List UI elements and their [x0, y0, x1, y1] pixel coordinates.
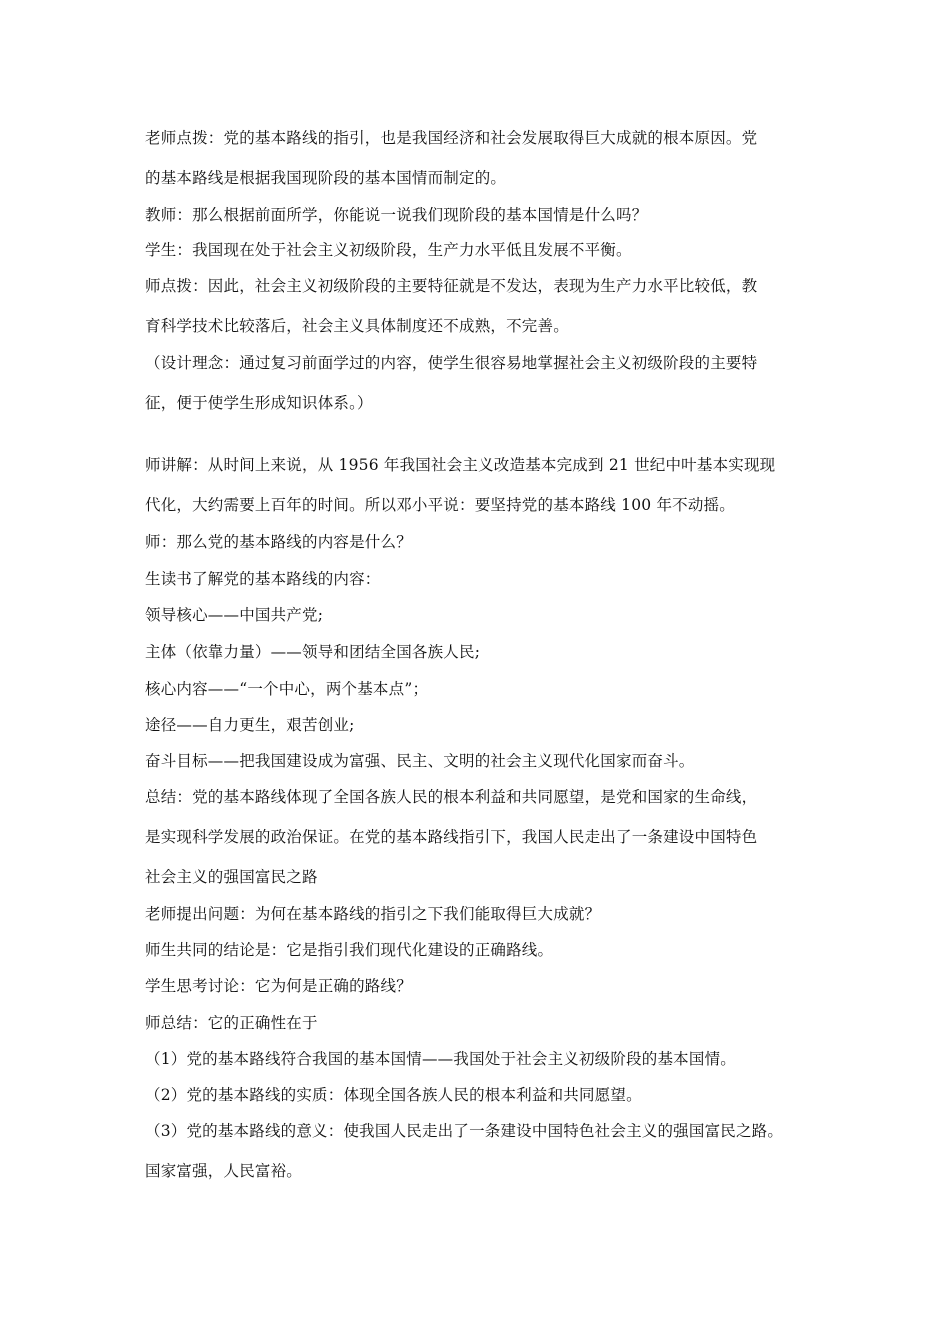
text-line: 师总结：它的正确性在于	[145, 1014, 318, 1032]
text-line: 国家富强，人民富裕。	[145, 1162, 303, 1180]
text-line: 师讲解：从时间上来说，从 1956 年我国社会主义改造基本完成到 21 世纪中叶基本实现现	[145, 456, 776, 474]
text-line: 是实现科学发展的政治保证。在党的基本路线指引下，我国人民走出了一条建设中国特色	[145, 828, 758, 846]
text-line: （设计理念：通过复习前面学过的内容，使学生很容易地掌握社会主义初级阶段的主要特	[145, 354, 758, 372]
text-line: 征，便于使学生形成知识体系。）	[145, 394, 373, 412]
text-line: （1）党的基本路线符合我国的基本国情——我国处于社会主义初级阶段的基本国情。	[145, 1050, 736, 1068]
text-line: 途径——自力更生，艰苦创业;	[145, 716, 355, 734]
text-line: 总结：党的基本路线体现了全国各族人民的根本利益和共同愿望，是党和国家的生命线，	[145, 788, 758, 806]
text-line: 师生共同的结论是：它是指引我们现代化建设的正确路线。	[145, 941, 554, 959]
text-line: 老师提出问题：为何在基本路线的指引之下我们能取得巨大成就？	[145, 905, 601, 923]
text-line: （3）党的基本路线的意义：使我国人民走出了一条建设中国特色社会主义的强国富民之路。	[145, 1122, 784, 1140]
text-line: 社会主义的强国富民之路	[145, 868, 318, 886]
text-line: 奋斗目标——把我国建设成为富强、民主、文明的社会主义现代化国家而奋斗。	[145, 752, 695, 770]
text-line: 老师点拨：党的基本路线的指引，也是我国经济和社会发展取得巨大成就的根本原因。党	[145, 129, 758, 147]
text-line: 领导核心——中国共产党;	[145, 606, 324, 624]
text-line: 师：那么党的基本路线的内容是什么？	[145, 533, 412, 551]
text-line: 学生思考讨论：它为何是正确的路线？	[145, 977, 412, 995]
text-line: 的基本路线是根据我国现阶段的基本国情而制定的。	[145, 169, 507, 187]
text-line: 学生：我国现在处于社会主义初级阶段，生产力水平低且发展不平衡。	[145, 241, 632, 259]
text-line: 育科学技术比较落后，社会主义具体制度还不成熟，不完善。	[145, 317, 569, 335]
text-line: 核心内容——“一个中心，两个基本点”；	[145, 680, 429, 698]
text-line: （2）党的基本路线的实质：体现全国各族人民的根本利益和共同愿望。	[145, 1086, 642, 1104]
text-line: 师点拨：因此，社会主义初级阶段的主要特征就是不发达，表现为生产力水平比较低，教	[145, 277, 758, 295]
text-line: 教师：那么根据前面所学，你能说一说我们现阶段的基本国情是什么吗？	[145, 206, 648, 224]
text-line: 代化，大约需要上百年的时间。所以邓小平说：要坚持党的基本路线 100 年不动摇。	[145, 496, 735, 514]
text-line: 主体（依靠力量）——领导和团结全国各族人民;	[145, 643, 481, 661]
text-line: 生读书了解党的基本路线的内容：	[145, 570, 381, 588]
